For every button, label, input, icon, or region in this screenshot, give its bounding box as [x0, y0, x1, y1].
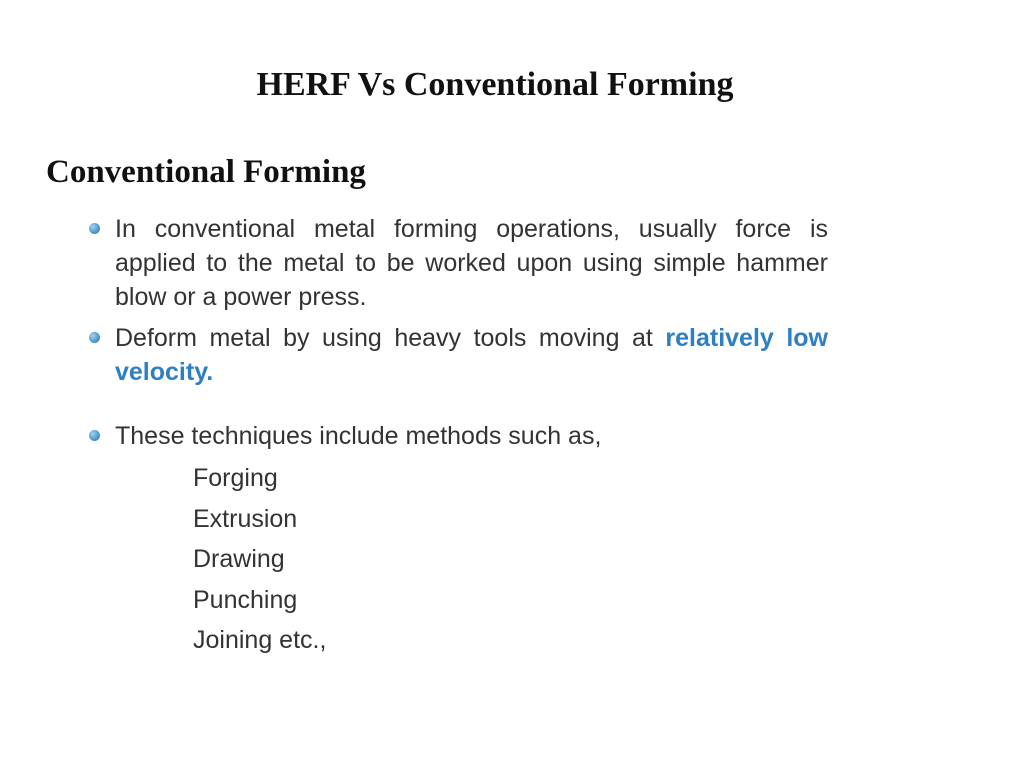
bullet-text-wrapper [115, 321, 828, 389]
bullet-item-techniques [88, 419, 828, 661]
bullet-text: In conventional metal forming operations, usually force is applied to the metal to be worked upon using simple hammer blow or a power press. [115, 215, 828, 311]
bullet-text: Deform metal by using heavy tools moving at [115, 324, 666, 352]
method-item-extrusion: Extrusion [193, 504, 298, 533]
methods-list [115, 458, 828, 661]
method-item-punching: Punching [193, 585, 298, 614]
bullet-dot-icon [89, 332, 100, 343]
bullet-list [88, 212, 828, 661]
section-heading: Conventional Forming [46, 154, 366, 190]
method-item-drawing: Drawing [193, 545, 285, 573]
highlighted-phrase: relatively low velocity. [115, 324, 828, 386]
bullet-dot-icon [89, 430, 100, 441]
bullet-item-deform-metal [88, 321, 828, 389]
bullet-dot-icon [89, 223, 100, 234]
method-item-joining: Joining etc., [193, 626, 327, 654]
slide-title: HERF Vs Conventional Forming [256, 66, 734, 103]
bullet-item-conventional-forming [88, 212, 828, 314]
bullet-text: These techniques include methods such as, [115, 422, 602, 450]
method-item-forging: Forging [193, 464, 278, 492]
